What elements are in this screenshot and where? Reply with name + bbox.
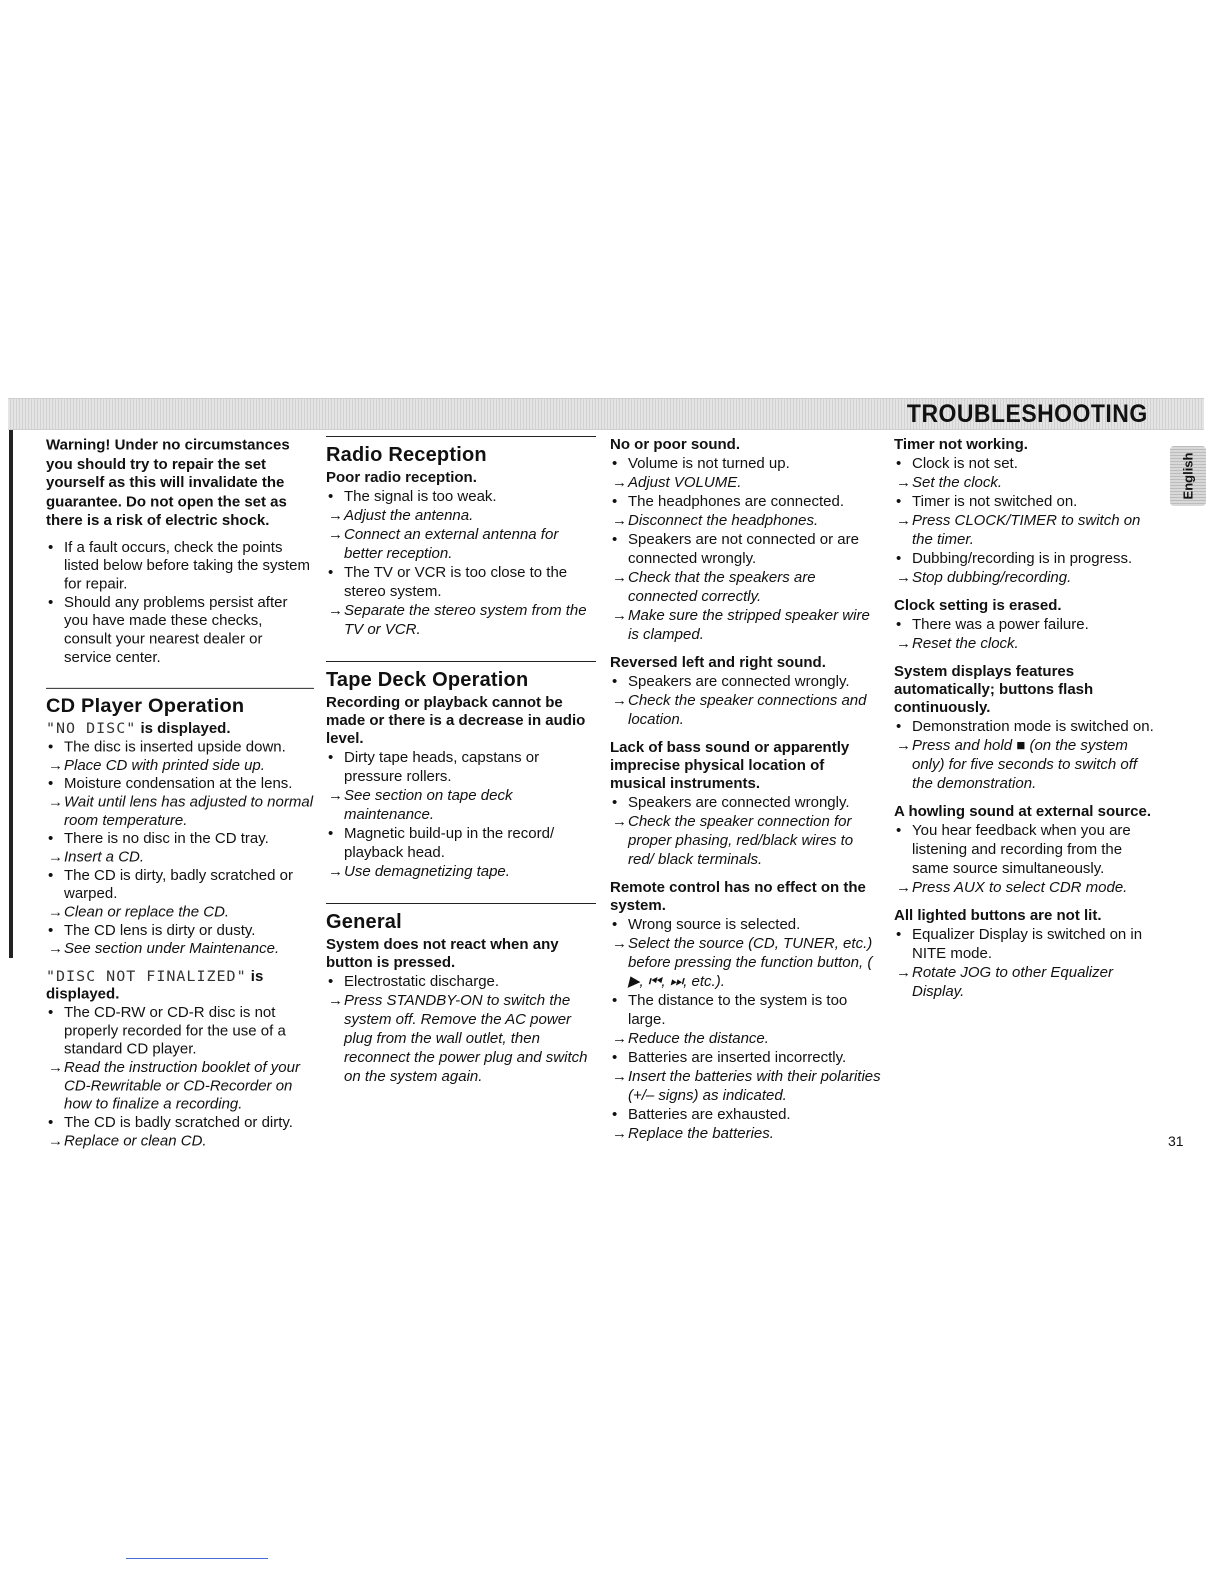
item-text: The CD is badly scratched or dirty.: [64, 1113, 293, 1131]
problem-items: [326, 972, 596, 1086]
lcd-text: "DISC NOT FINALIZED": [46, 967, 247, 985]
problem-title: A howling sound at external source.: [894, 803, 1151, 820]
cause-item: [46, 593, 314, 666]
item-text: Dirty tape heads, capstans or pressure rollers.: [344, 749, 540, 785]
problem-items: [610, 793, 882, 869]
footer-line: [126, 1558, 268, 1559]
bullet-icon: •: [48, 593, 54, 611]
language-tab-label: English: [1180, 452, 1196, 500]
item-text: Clean or replace the CD.: [64, 903, 230, 920]
problem-items: [46, 1003, 314, 1150]
cause-item: [610, 492, 882, 511]
arrow-icon: →: [48, 903, 63, 920]
problem-group: [326, 469, 596, 639]
item-text: Timer is not switched on.: [912, 493, 1078, 510]
solution-item: [46, 848, 314, 866]
bullet-icon: •: [896, 550, 902, 567]
bullet-icon: •: [896, 455, 902, 472]
arrow-icon: →: [896, 737, 911, 754]
item-text: See section on tape deck maintenance.: [344, 787, 513, 823]
item-text: Check the speaker connections and location.: [628, 692, 867, 728]
lcd-text: "NO DISC": [46, 719, 137, 737]
language-tab: [1170, 446, 1206, 506]
cause-item: [610, 1105, 882, 1124]
solution-item: [46, 1058, 314, 1113]
item-text: Volume is not turned up.: [628, 455, 790, 472]
cause-item: [46, 738, 314, 756]
item-text: Demonstration mode is switched on.: [912, 718, 1154, 735]
cause-item: [610, 915, 882, 934]
cause-item: [46, 921, 314, 939]
bullet-icon: •: [612, 916, 618, 933]
problem-items: [610, 672, 882, 729]
arrow-icon: →: [612, 474, 627, 491]
solution-item: [610, 691, 882, 729]
item-text: Wait until lens has adjusted to normal room temperature.: [64, 793, 314, 829]
arrow-icon: →: [328, 992, 343, 1009]
item-text: Select the source (CD, TUNER, etc.) before pressing the function button, ( ▶, ⏮, ⏭, etc.).: [628, 935, 873, 990]
solution-item: [326, 601, 596, 639]
header-banner: [8, 398, 1204, 430]
problem-items: [610, 454, 882, 644]
item-text: Adjust the antenna.: [344, 507, 474, 524]
cause-item: [610, 454, 882, 473]
arrow-icon: →: [896, 964, 911, 981]
cause-item: [610, 793, 882, 812]
cause-item: [46, 538, 314, 593]
cause-item: [46, 1113, 314, 1131]
item-text: Magnetic build-up in the record/ playback head.: [344, 825, 555, 861]
bullet-icon: •: [328, 488, 334, 505]
arrow-icon: →: [328, 507, 343, 524]
solution-item: [610, 606, 882, 644]
cause-item: [894, 454, 1160, 473]
problem-group: [894, 436, 1160, 1001]
cause-item: [326, 563, 596, 601]
arrow-icon: →: [328, 787, 343, 804]
item-text: If a fault occurs, check the points listed below before taking the system for repair.: [64, 538, 310, 592]
item-text: Check that the speakers are connected correctly.: [628, 569, 816, 605]
bullet-icon: •: [48, 538, 54, 556]
section-title: CD Player Operation: [46, 695, 245, 717]
arrow-icon: →: [48, 1058, 63, 1076]
item-text: The CD is dirty, badly scratched or warped.: [64, 866, 293, 902]
item-text: Batteries are inserted incorrectly.: [628, 1049, 847, 1066]
arrow-icon: →: [612, 1030, 627, 1047]
bullet-icon: •: [896, 616, 902, 633]
item-text: Check the speaker connection for proper phasing, red/black wires to red/ black terminals.: [628, 813, 854, 868]
item-text: Speakers are not connected or are connected wrongly.: [628, 531, 859, 567]
problem-title: Poor radio reception.: [326, 469, 477, 486]
item-text: Replace or clean CD.: [64, 1132, 207, 1149]
cause-item: [894, 615, 1160, 634]
problem-items: [326, 748, 596, 881]
problem-group: [326, 936, 596, 1086]
arrow-icon: →: [612, 607, 627, 624]
item-text: Press CLOCK/TIMER to switch on the timer.: [912, 512, 1141, 548]
bullet-icon: •: [48, 866, 54, 884]
solution-item: [610, 1124, 882, 1143]
item-text: Press and hold ■ (on the system only) for five seconds to switch off the demonstration.: [912, 737, 1138, 792]
problem-items: [894, 615, 1160, 653]
arrow-icon: →: [612, 512, 627, 529]
bullet-icon: •: [612, 1106, 618, 1123]
section-rule: [326, 903, 596, 904]
solution-item: [326, 991, 596, 1086]
problem-title: No or poor sound.: [610, 436, 740, 453]
problem-items: [894, 454, 1160, 587]
solution-item: [326, 506, 596, 525]
item-text: The disc is inserted upside down.: [64, 738, 286, 755]
solution-item: [610, 934, 882, 991]
arrow-icon: →: [896, 474, 911, 491]
item-text: Speakers are connected wrongly.: [628, 673, 850, 690]
section-tape-deck: [326, 661, 596, 881]
solution-item: [610, 1029, 882, 1048]
item-text: See section under Maintenance.: [64, 940, 280, 957]
problem-items: [46, 738, 314, 958]
bullet-icon: •: [612, 794, 618, 811]
solution-item: [46, 756, 314, 774]
bullet-icon: •: [612, 1049, 618, 1066]
item-text: Press STANDBY-ON to switch the system off. Remove the AC power plug from the wall outlet, then reconnect the power plug and switch on the system again.: [344, 992, 588, 1085]
item-text: Separate the stereo system from the TV or VCR.: [344, 602, 587, 638]
bullet-icon: •: [896, 822, 902, 839]
cause-item: [326, 748, 596, 786]
section-general: [326, 903, 596, 1086]
solution-item: [46, 939, 314, 957]
problem-group: [610, 436, 882, 1143]
item-text: Replace the batteries.: [628, 1125, 774, 1142]
arrow-icon: →: [48, 940, 63, 957]
cause-item: [326, 487, 596, 506]
arrow-icon: →: [328, 602, 343, 619]
solution-item: [894, 568, 1160, 587]
arrow-icon: →: [328, 863, 343, 880]
problem-title: Lack of bass sound or apparently imprecise physical location of musical instruments.: [610, 739, 850, 792]
section-rule: [326, 436, 596, 437]
item-text: Read the instruction booklet of your CD-Rewritable or CD-Recorder on how to finalize a recording.: [64, 1058, 300, 1112]
item-text: There was a power failure.: [912, 616, 1089, 633]
item-text: Equalizer Display is switched on in NITE mode.: [912, 926, 1143, 962]
bullet-icon: •: [48, 738, 54, 755]
solution-item: [326, 525, 596, 563]
item-text: Make sure the stripped speaker wire is clamped.: [628, 607, 870, 643]
item-text: You hear feedback when you are listening and recording from the same source simultaneously.: [912, 822, 1131, 877]
arrow-icon: →: [48, 1132, 63, 1149]
cause-item: [326, 824, 596, 862]
column-2: [326, 436, 596, 1086]
section-rule: [46, 687, 314, 688]
cause-item: [894, 717, 1160, 736]
item-text: Insert a CD.: [64, 848, 145, 865]
problem-title-rest: is displayed.: [46, 968, 264, 1002]
item-text: Moisture condensation at the lens.: [64, 775, 293, 792]
problem-title: Clock setting is erased.: [894, 597, 1062, 614]
problem-title: System displays features automatically; buttons flash continuously.: [894, 663, 1094, 716]
cause-item: [894, 549, 1160, 568]
arrow-icon: →: [612, 1068, 627, 1085]
cause-item: [610, 1048, 882, 1067]
bullet-icon: •: [48, 1003, 54, 1021]
warning-text: Warning! Under no circumstances you should try to repair the set yourself as this will invalidate the guarantee. Do not open the set as there is a risk of electric shock.: [46, 436, 290, 529]
item-text: There is no disc in the CD tray.: [64, 830, 269, 847]
item-text: The signal is too weak.: [344, 488, 497, 505]
cause-item: [610, 530, 882, 568]
bullet-icon: •: [896, 926, 902, 943]
arrow-icon: →: [896, 569, 911, 586]
item-text: Dubbing/recording is in progress.: [912, 550, 1133, 567]
bullet-icon: •: [48, 830, 54, 847]
problem-title: [46, 967, 314, 1003]
cause-item: [610, 991, 882, 1029]
item-text: Reset the clock.: [912, 635, 1019, 652]
left-margin-bar: [9, 398, 13, 958]
section-radio: [326, 436, 596, 639]
problem-items: [894, 717, 1160, 793]
item-text: Place CD with printed side up.: [64, 756, 265, 774]
cause-item: [894, 925, 1160, 963]
arrow-icon: →: [896, 635, 911, 652]
problem-title: System does not react when any button is pressed.: [326, 936, 559, 971]
item-text: Set the clock.: [912, 474, 1003, 491]
problem-title: All lighted buttons are not lit.: [894, 907, 1102, 924]
bullet-icon: •: [612, 455, 618, 472]
cause-item: [894, 492, 1160, 511]
item-text: Wrong source is selected.: [628, 916, 801, 933]
item-text: Reduce the distance.: [628, 1030, 769, 1047]
solution-item: [894, 473, 1160, 492]
bullet-icon: •: [328, 749, 334, 766]
solution-item: [894, 511, 1160, 549]
item-text: Clock is not set.: [912, 455, 1018, 472]
item-text: The CD-RW or CD-R disc is not properly recorded for the use of a standard CD player.: [64, 1003, 286, 1057]
solution-item: [894, 634, 1160, 653]
solution-item: [894, 963, 1160, 1001]
solution-item: [894, 878, 1160, 897]
column-3: [610, 436, 882, 1143]
solution-item: [326, 786, 596, 824]
item-text: The CD lens is dirty or dusty.: [64, 921, 256, 939]
item-text: Use demagnetizing tape.: [344, 863, 510, 880]
section-rule: [326, 661, 596, 662]
item-text: Batteries are exhausted.: [628, 1106, 791, 1123]
problem-title: [46, 719, 314, 737]
solution-item: [326, 862, 596, 881]
cause-item: [46, 829, 314, 847]
problem-title-rest: is displayed.: [136, 720, 231, 737]
solution-item: [610, 812, 882, 869]
solution-item: [610, 473, 882, 492]
problem-title: Remote control has no effect on the system.: [610, 879, 866, 914]
item-text: Electrostatic discharge.: [344, 973, 500, 990]
item-text: The headphones are connected.: [628, 493, 844, 510]
problem-items: [894, 925, 1160, 1001]
item-text: Connect an external antenna for better reception.: [344, 526, 559, 562]
bullet-icon: •: [48, 921, 54, 939]
solution-item: [46, 903, 314, 921]
arrow-icon: →: [612, 569, 627, 586]
bullet-icon: •: [612, 531, 618, 548]
bullet-icon: •: [896, 718, 902, 735]
bullet-icon: •: [328, 973, 334, 990]
column-1: [46, 436, 314, 1150]
problem-group: [326, 694, 596, 881]
arrow-icon: →: [48, 756, 63, 774]
item-text: Disconnect the headphones.: [628, 512, 819, 529]
item-text: Speakers are connected wrongly.: [628, 794, 850, 811]
section-title: Tape Deck Operation: [326, 669, 529, 691]
solution-item: [46, 1131, 314, 1149]
problem-title: Reversed left and right sound.: [610, 654, 826, 671]
section-title: General: [326, 911, 402, 933]
cause-item: [894, 821, 1160, 878]
item-text: Insert the batteries with their polarities (+/– signs) as indicated.: [628, 1068, 881, 1104]
arrow-icon: →: [328, 526, 343, 543]
cause-item: [46, 774, 314, 792]
solution-item: [610, 511, 882, 530]
bullet-icon: •: [48, 775, 54, 792]
arrow-icon: →: [612, 1125, 627, 1142]
item-text: Rotate JOG to other Equalizer Display.: [912, 964, 1113, 1000]
bullet-icon: •: [612, 673, 618, 690]
item-text: Stop dubbing/recording.: [912, 569, 1072, 586]
bullet-icon: •: [612, 493, 618, 510]
bullet-icon: •: [896, 493, 902, 510]
problem-items: [894, 821, 1160, 897]
page-title: TROUBLESHOOTING: [907, 400, 1148, 428]
cause-item: [610, 672, 882, 691]
item-text: The distance to the system is too large.: [628, 992, 848, 1028]
bullet-icon: •: [328, 564, 334, 581]
section-cd-player: [46, 687, 314, 1149]
cause-item: [46, 1003, 314, 1058]
column-4: [894, 436, 1160, 1001]
arrow-icon: →: [896, 879, 911, 896]
cause-item: [326, 972, 596, 991]
page-number: 31: [1168, 1133, 1184, 1149]
intro-list: [46, 538, 314, 666]
item-text: Should any problems persist after you have made these checks, consult your nearest dealer or service center.: [64, 593, 288, 666]
solution-item: [610, 568, 882, 606]
problem-title: Timer not working.: [894, 436, 1028, 453]
solution-item: [610, 1067, 882, 1105]
bullet-icon: •: [48, 1113, 54, 1131]
item-text: Press AUX to select CDR mode.: [912, 879, 1128, 896]
problem-title: Recording or playback cannot be made or there is a decrease in audio level.: [326, 694, 586, 747]
solution-item: [46, 793, 314, 830]
bullet-icon: •: [328, 825, 334, 842]
arrow-icon: →: [48, 848, 63, 865]
cause-item: [46, 866, 314, 903]
problem-items: [326, 487, 596, 639]
solution-item: [894, 736, 1160, 793]
bullet-icon: •: [612, 992, 618, 1009]
item-text: The TV or VCR is too close to the stereo system.: [344, 564, 568, 600]
arrow-icon: →: [612, 935, 627, 952]
arrow-icon: →: [612, 692, 627, 709]
arrow-icon: →: [48, 793, 63, 810]
arrow-icon: →: [612, 813, 627, 830]
arrow-icon: →: [896, 512, 911, 529]
section-title: Radio Reception: [326, 444, 487, 466]
problem-items: [610, 915, 882, 1143]
item-text: Adjust VOLUME.: [628, 474, 742, 491]
